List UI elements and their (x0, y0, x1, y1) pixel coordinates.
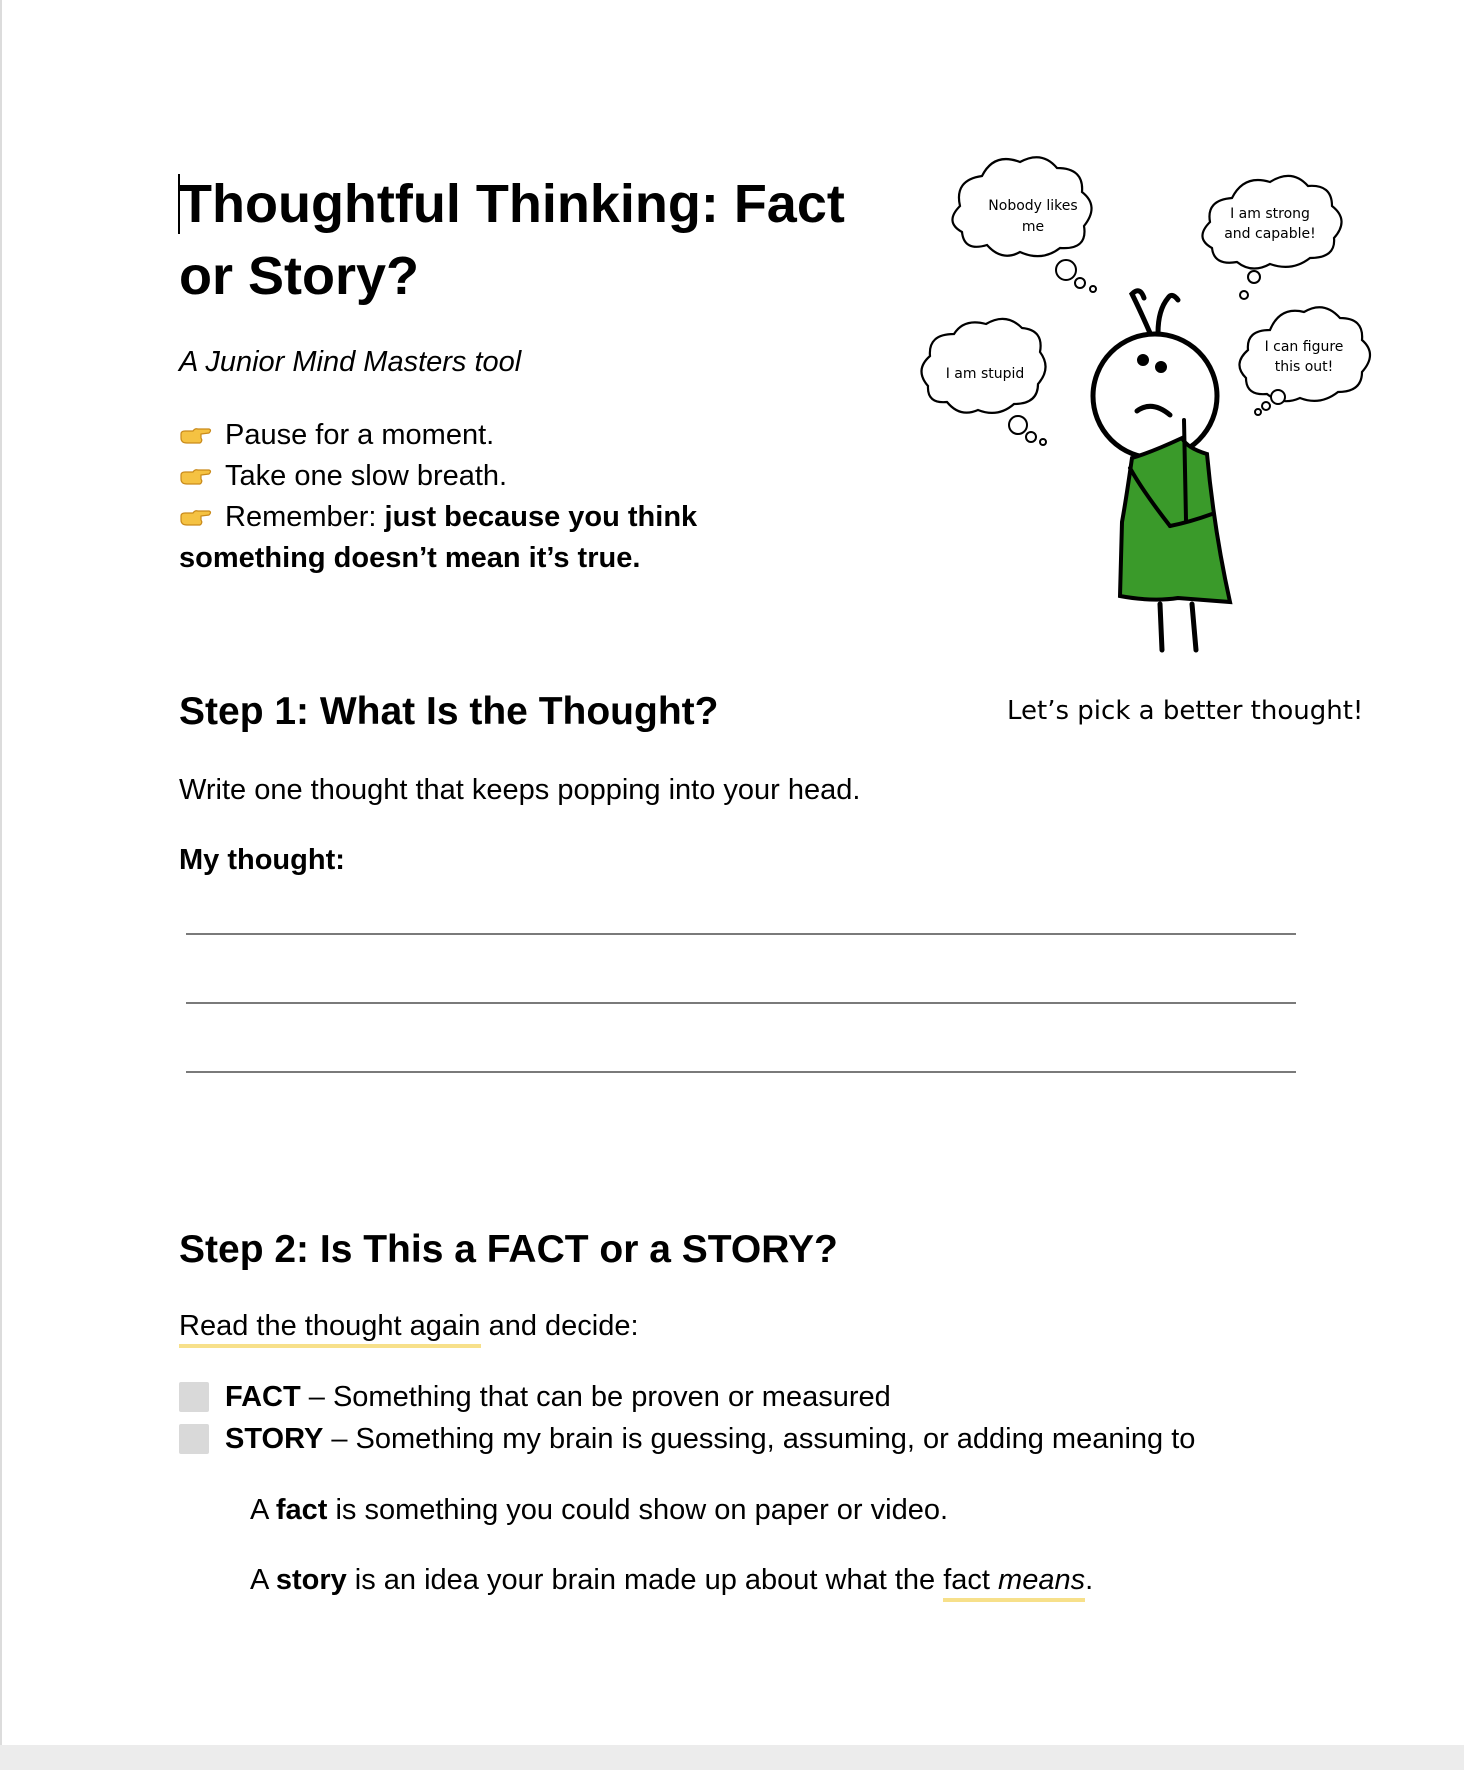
fact-note (250, 1494, 948, 1527)
pointing-right-hand-icon (179, 467, 213, 487)
writing-line[interactable] (186, 1071, 1296, 1073)
writing-line[interactable] (186, 1002, 1296, 1004)
step2-intro-rest: and decide: (480, 1310, 639, 1342)
story-term: STORY (225, 1423, 324, 1455)
bullet-text: Take one slow breath. (225, 460, 508, 492)
fact-note-post: is something you could show on paper or video. (327, 1494, 949, 1526)
bullet-item (179, 456, 779, 497)
illustration-caption: Let’s pick a better thought! (1007, 696, 1364, 726)
thought-cloud-figure (1239, 307, 1370, 415)
fact-option (225, 1381, 891, 1414)
step2-heading: Step 2: Is This a FACT or a STORY? (179, 1228, 838, 1271)
story-note (250, 1564, 1093, 1597)
story-option (225, 1423, 1195, 1456)
step2-intro (179, 1310, 639, 1343)
cloud-text: and capable! (1224, 226, 1316, 242)
bullet-item (179, 497, 779, 579)
bullet-text: Remember: (225, 501, 385, 533)
cloud-text: me (1021, 219, 1045, 235)
my-thought-label: My thought: (179, 844, 345, 876)
highlighted-text: Read the thought again (179, 1310, 481, 1348)
stick-figure (1093, 291, 1230, 650)
cloud-text: I am strong (1230, 206, 1310, 222)
pointing-right-hand-icon (179, 508, 213, 528)
cloud-text: I can figure (1264, 339, 1344, 355)
bullet-list (179, 415, 779, 579)
story-checkbox[interactable] (179, 1424, 209, 1454)
story-note-means-word: means (998, 1564, 1086, 1596)
highlighted-text (943, 1564, 1085, 1602)
document-title: Thoughtful Thinking: Fact or Story? (179, 174, 845, 306)
story-note-term: story (275, 1564, 347, 1596)
writing-line[interactable] (186, 933, 1296, 935)
story-note-pre: A (250, 1564, 276, 1596)
fact-term: FACT (225, 1381, 301, 1413)
cloud-text: I am stupid (945, 366, 1025, 382)
cloud-text: this out! (1274, 359, 1334, 375)
bullet-bold-text: just because you think something doesn’t mean it’s true. (179, 501, 698, 574)
bullet-text: Pause for a moment. (225, 419, 495, 451)
thought-cloud-nobody (952, 157, 1096, 292)
story-note-fact-word: fact (943, 1564, 990, 1596)
thought-cloud-strong (1202, 176, 1341, 299)
thought-cloud-stupid (921, 319, 1046, 445)
fact-note-pre: A (250, 1494, 276, 1526)
story-note-end: . (1085, 1564, 1094, 1596)
cloud-text: Nobody likes (988, 198, 1078, 214)
pointing-right-hand-icon (179, 426, 213, 446)
fact-checkbox[interactable] (179, 1382, 209, 1412)
bottom-scroll-area (0, 1745, 1464, 1770)
thinking-figure-illustration (902, 140, 1422, 680)
step1-instruction: Write one thought that keeps popping into your head. (179, 774, 861, 806)
bullet-item (179, 415, 779, 456)
step1-heading: Step 1: What Is the Thought? (179, 690, 719, 733)
subtitle: A Junior Mind Masters tool (179, 346, 522, 378)
fact-description: – Something that can be proven or measured (300, 1381, 891, 1413)
story-note-mid: is an idea your brain made up about what the (346, 1564, 944, 1596)
story-description: – Something my brain is guessing, assuming, or adding meaning to (323, 1423, 1196, 1455)
fact-note-term: fact (275, 1494, 328, 1526)
